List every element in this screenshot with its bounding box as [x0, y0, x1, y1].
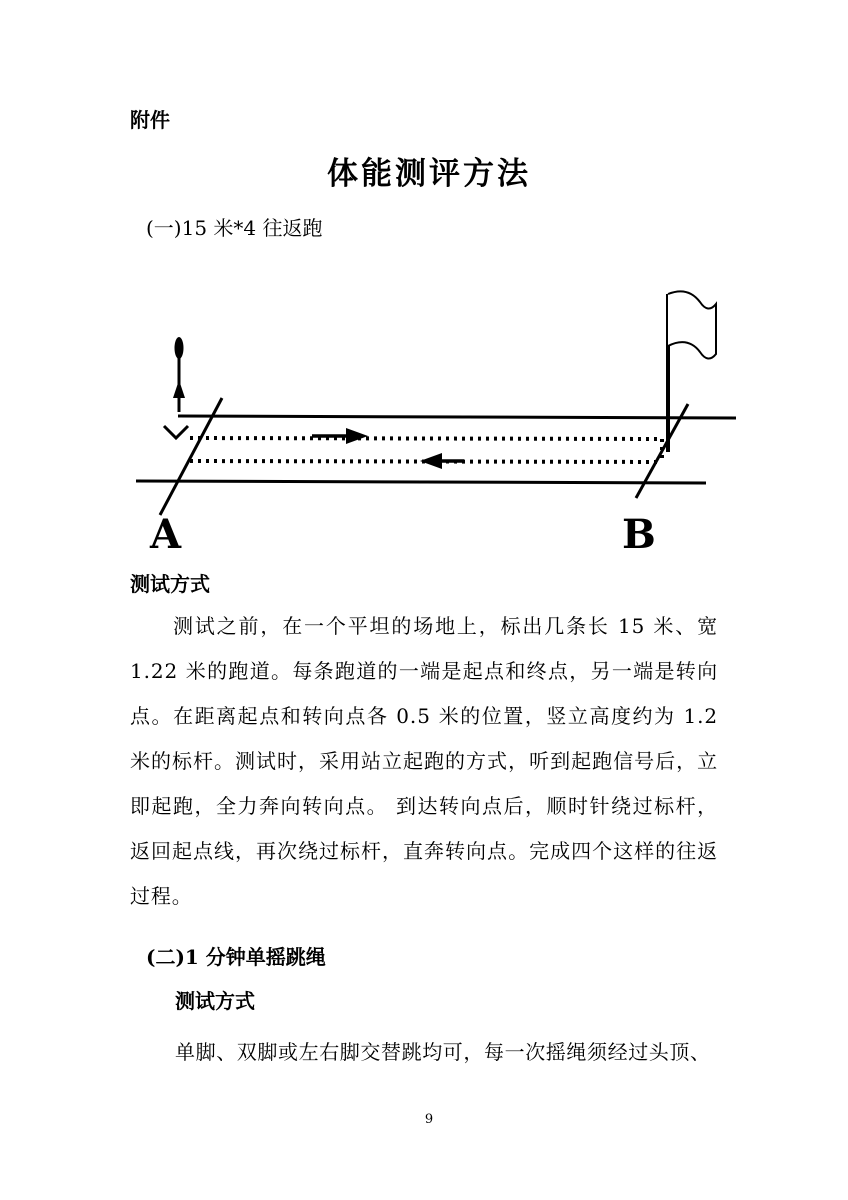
- attachment-label: 附件: [130, 108, 170, 132]
- outbound-path: [190, 438, 662, 439]
- arrow-left-icon: [420, 453, 464, 469]
- section1-method-heading: 测试方式: [130, 572, 210, 596]
- point-b-label: B: [622, 511, 656, 558]
- start-pole-a: [164, 337, 188, 438]
- point-a-label: A: [150, 511, 182, 558]
- section1-heading: (一)15 米*4 往返跑: [146, 216, 323, 240]
- page-number: 9: [424, 1112, 434, 1127]
- arrow-right-icon: [312, 428, 368, 444]
- section2-paragraph: 单脚、双脚或左右脚交替跳均可，每一次摇绳须经过头顶、: [175, 1040, 711, 1064]
- section2-method-heading: 测试方式: [175, 989, 255, 1013]
- section2-heading: (二)1 分钟单摇跳绳: [146, 945, 326, 969]
- lane-top-line: [178, 416, 736, 418]
- document-title: 体能测评方法: [327, 156, 531, 192]
- lane-bottom-line: [136, 481, 706, 483]
- shuttle-run-diagram: [0, 280, 848, 560]
- section1-paragraph: 测试之前，在一个平坦的场地上，标出几条长 15 米、宽 1.22 米的跑道。每条跑道的一端是起点和终点，另一端是转向点。在距离起点和转向点各 0.5 米的位置，竖立高度约为 1.2 米的标杆。测试时，采用站立起跑的方式，听到起跑信号后，立即起跑，全力奔向转向点。 到达转向点后，顺时针绕过标杆，返回起点线，再次绕过标杆，直奔转向点。完成四个这样的往返过程。: [130, 614, 718, 908]
